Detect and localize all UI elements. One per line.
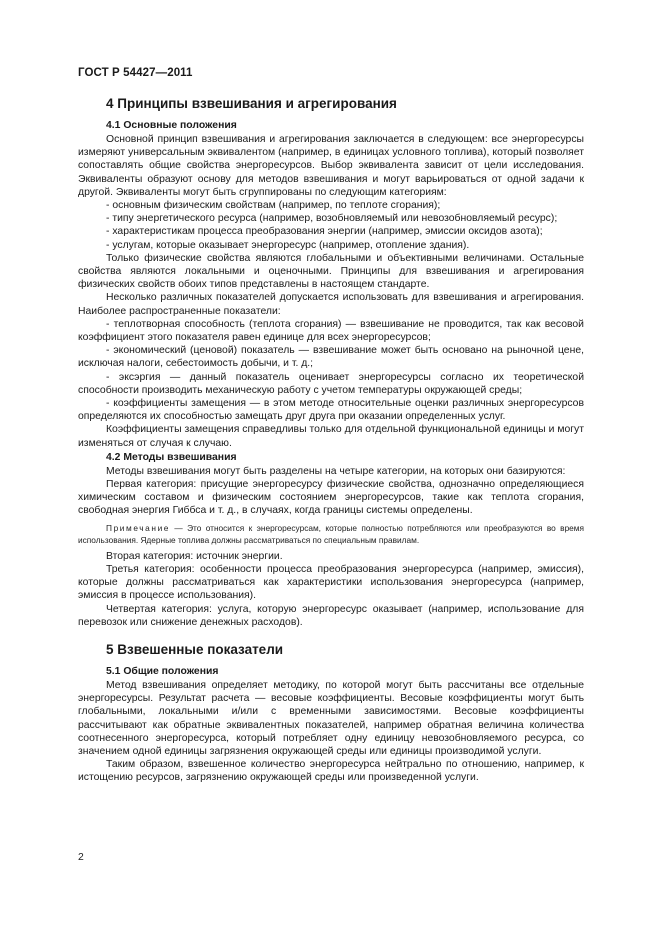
page-number: 2: [78, 852, 84, 863]
list-item: - коэффициенты замещения — в этом методе относительные оценки различных энергоресурсов определяются их способностью замещать друг друга при оказании определенных услуг.: [78, 398, 584, 423]
paragraph: Первая категория: присущие энергоресурсу физические свойства, однозначно определяющиеся химическим составом и физическим состоянием энергоресурсов, такие как теплота сгорания, свободная энергия Гиббса и т. д., в случаях, когда границы системы определены.: [78, 479, 584, 517]
list-item: - основным физическим свойствам (например, по теплоте сгорания);: [106, 200, 441, 212]
paragraph: Коэффициенты замещения справедливы только для отдельной функциональной единицы и могут изменяться от случая к случаю.: [78, 424, 584, 449]
subsection-4-1-heading: 4.1 Основные положения: [106, 120, 237, 131]
document-code: ГОСТ Р 54427—2011: [78, 67, 193, 79]
note: [78, 522, 584, 546]
paragraph: Только физические свойства являются глобальными и объективными величинами. Остальные свойства являются локальными и оценочными. Принципы для взвешивания и агрегирования физических свойств обоих типов представлены в настоящем стандарте.: [78, 252, 584, 291]
paragraph: Метод взвешивания определяет методику, по которой могут быть рассчитаны все отдельные энергоресурсы. Результат расчета — весовые коэффициенты. Весовые коэффициенты могут быть глобальными, локальными и/или с временными зависимостями. Весовые коэффициенты рассчитывают как обратные эквивалентных показателей, например обратная величина количества соотнесенного энергоресурса, который потребляет одну единицу невозобновляемого ресурса, со значением одной единицы загрязнения окружающей среды или единицы производимой услуги.: [78, 679, 584, 757]
subsection-4-2-heading: 4.2 Методы взвешивания: [106, 451, 237, 463]
list-item: - экономический (ценовой) показатель — взвешивание может быть основано на рыночной цене, исключая налоги, себестоимость добычи, и т. д.;: [78, 345, 584, 370]
paragraph: Таким образом, взвешенное количество энергоресурса нейтрально по отношению, например, к истощению ресурсов, загрязнению окружающей среды или произведенной услуги.: [78, 759, 584, 784]
note-label: Примечание: [106, 522, 171, 533]
list-item: - услугам, которые оказывает энергоресурс (например, отопление здания).: [106, 239, 470, 251]
section-4-heading: 4 Принципы взвешивания и агрегирования: [106, 96, 397, 111]
document-body: [78, 96, 584, 785]
paragraph: Несколько различных показателей допускается использовать для взвешивания и агрегирования. Наиболее распространенные показатели:: [78, 292, 584, 317]
note-text: — Это относится к энергоресурсам, которые полностью потребляются или преобразуются во время использования. Ядерные топлива должны рассматриваться по специальным правилам.: [78, 522, 584, 545]
list-item: - типу энергетического ресурса (например, возобновляемый или невозобновляемый ресурс);: [106, 213, 558, 225]
paragraph: Третья категория: особенности процесса преобразования энергоресурса (например, эмиссия), которые должны рассматриваться как характеристики использования энергоресурса (например, эмиссия в процессе использования).: [78, 563, 584, 602]
paragraph: Методы взвешивания могут быть разделены на четыре категории, на которых они базируются:: [106, 465, 566, 477]
section-5-heading: 5 Взвешенные показатели: [106, 641, 284, 657]
list-item: - характеристикам процесса преобразования энергии (например, эмиссии оксидов азота);: [106, 226, 543, 238]
list-item: - эксэргия — данный показатель оценивает энергоресурсы согласно их теоретической способности производить механическую работу с учетом температуры окружающей среды;: [78, 371, 584, 396]
paragraph: Четвертая категория: услуга, которую энергоресурс оказывает (например, использование для перевозок или снижение денежных расходов).: [78, 603, 584, 628]
list-item: - теплотворная способность (теплота сгорания) — взвешивание не проводится, так как весовой коэффициент этого показателя равен единице для всех энергоресурсов;: [78, 318, 584, 344]
paragraph: Вторая категория: источник энергии.: [106, 550, 283, 562]
paragraph: Основной принцип взвешивания и агрегирования заключается в следующем: все энергоресурсы измеряют универсальным эквивалентом (например, в единицах условного топлива), который позволяет сопоставлять общие свойства энергоресурсов. Выбор эквивалента зависит от цели исследования. Эквиваленты образуют основу для методов взвешивания и могут варьироваться от одной задачи к другой. Эквиваленты могут быть сгруппированы по следующим категориям:: [78, 134, 584, 198]
subsection-5-1-heading: 5.1 Общие положения: [106, 665, 219, 677]
